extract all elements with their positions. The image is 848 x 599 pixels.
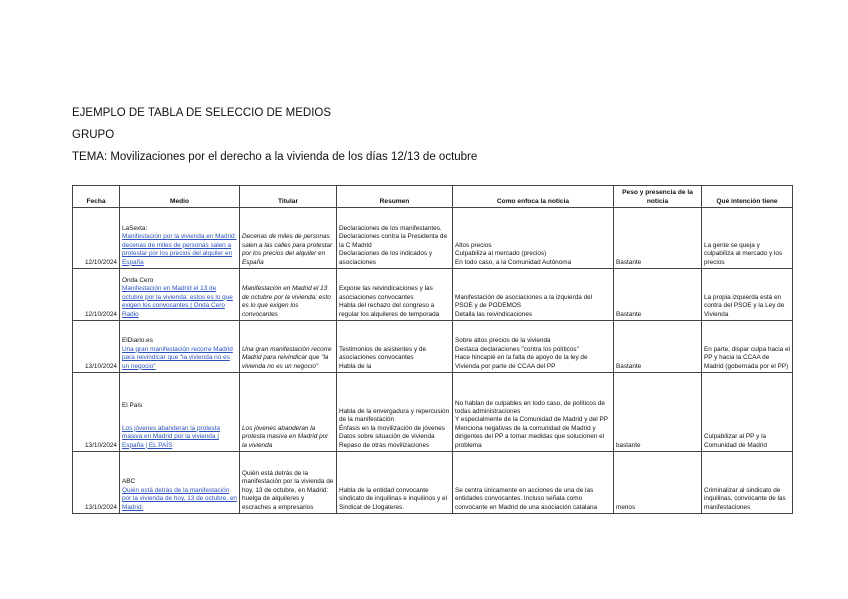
resumen-line: Habla del rechazo del congreso a regular los alquileres de temporada xyxy=(339,302,440,318)
cell-enfoque xyxy=(453,321,614,373)
medio-name: El País xyxy=(122,402,143,410)
media-selection-table xyxy=(72,185,793,514)
enfoque-line: Sobre altos precios de la vivienda xyxy=(455,337,551,345)
enfoque-line: En todo caso, a la Comunidad Autónoma xyxy=(455,258,572,266)
enfoque-line: Altos precios xyxy=(455,241,492,249)
cell-enfoque xyxy=(453,452,614,514)
article-link[interactable]: Manifestación en Madrid el 13 de octubre por la vivienda: estos es lo que exigen los convocantes | Onda Cero Radio xyxy=(122,285,233,318)
cell-resumen xyxy=(337,373,453,452)
document-line-title: EJEMPLO DE TABLA DE SELECCIO DE MEDIOS xyxy=(72,107,332,119)
table-row xyxy=(73,208,793,269)
enfoque-line: Se centra únicamente en acciones de una de las entidades convocantes. Incluso señala como convocante en Madrid de una asociación catalana xyxy=(455,486,598,511)
header-fecha: Fecha xyxy=(73,186,120,208)
cell-fecha: 13/10/2024 xyxy=(73,452,120,514)
enfoque-line: Destaca declaraciones "contra los políticos" xyxy=(455,345,579,353)
cell-intencion: La gente se queja y culpabiliza al mercado y los precios xyxy=(702,208,793,269)
enfoque-line: Hace hincapié en la falta de apoyo de la ley de Vivienda por parte de CCAA del PP xyxy=(455,354,588,370)
medio-name: ElDiario.es xyxy=(122,337,153,345)
enfoque-line: Detalla las reivindicaciones xyxy=(455,310,533,318)
cell-peso: bastante xyxy=(614,373,702,452)
header-enfoque: Como enfoca la noticia xyxy=(453,186,614,208)
table-header-row xyxy=(73,186,793,208)
table-row xyxy=(73,269,793,321)
cell-resumen xyxy=(337,269,453,321)
table-row xyxy=(73,373,793,452)
resumen-line: Declaraciones contra la Presidenta de la C Madrid xyxy=(339,233,447,249)
resumen-line: Habla de la xyxy=(339,362,372,370)
cell-enfoque xyxy=(453,373,614,452)
cell-fecha: 12/10/2024 xyxy=(73,269,120,321)
cell-fecha: 13/10/2024 xyxy=(73,321,120,373)
enfoque-line: Culpabiliza al mercado (precios) xyxy=(455,250,547,258)
cell-medio xyxy=(120,321,240,373)
article-link[interactable]: Los jóvenes abanderan la protesta masiva en Madrid por la vivienda | España | EL PAÍS xyxy=(122,424,221,449)
cell-intencion: En parte, dispar culpa hacia el PP y hacia la CCAA de Madrid (gobernada por el PP) xyxy=(702,321,793,373)
header-peso: Peso y presencia de la noticia xyxy=(614,186,702,208)
medio-name: LaSexta: xyxy=(122,224,148,232)
cell-enfoque xyxy=(453,208,614,269)
cell-titular: Una gran manifestación recorre Madrid para reivindicar que "la vivienda no es un negocio" xyxy=(240,321,337,373)
article-link[interactable]: Quién está detrás de la manifestación por la vivienda de hoy, 13 de octubre, en Madrid: xyxy=(122,486,237,511)
header-medio: Medio xyxy=(120,186,240,208)
enfoque-line: Y especialmente de la Comunidad de Madrid y del PP xyxy=(455,416,608,424)
resumen-line: Declaraciones de los manifestantes. xyxy=(339,224,442,232)
enfoque-line: No hablan de culpables en todo caso, de políticos de todas administraciones xyxy=(455,399,605,415)
cell-intencion: Culpabilizar al PP y la Comunidad de Madrid xyxy=(702,373,793,452)
resumen-line: Habla de la entidad convocante sindicato de inquilinas e inquilinos y el Sindicat de Llogateres. xyxy=(339,486,447,511)
cell-titular: Decenas de miles de personas salen a las calles para protestar por los precios del alquiler en España xyxy=(240,208,337,269)
cell-enfoque xyxy=(453,269,614,321)
header-titular: Titular xyxy=(240,186,337,208)
header-intencion: Qué intención tiene xyxy=(702,186,793,208)
cell-medio xyxy=(120,452,240,514)
cell-titular: Quién está detrás de la manifestación por la vivienda de hoy, 13 de octubre, en Madrid: huelga de alquileres y escraches a empresarios xyxy=(240,452,337,514)
enfoque-line: Menciona negativas de la comunidad de Madrid y dirigentes del PP a tomar medidas que solucionen el problema xyxy=(455,424,605,449)
cell-resumen xyxy=(337,452,453,514)
cell-peso: menos xyxy=(614,452,702,514)
cell-titular: Los jóvenes abanderan la protesta masiva en Madrid por la vivienda xyxy=(240,373,337,452)
header-resumen: Resumen xyxy=(337,186,453,208)
resumen-line: Declaraciones de los indicados y asociaciones xyxy=(339,250,433,266)
cell-titular: Manifestación en Madrid el 13 de octubre por la vivienda: esto es lo que exigen los convocantes xyxy=(240,269,337,321)
medio-name: Onda Cero xyxy=(122,276,154,284)
enfoque-line: Manifestación de asociaciones a la izquierda del PSOE y de PODEMOS xyxy=(455,293,593,310)
resumen-line: Habla de la envergadura y repercusión de la manifestación xyxy=(339,407,450,424)
resumen-line: Expone las reivindicaciones y las asociaciones convocantes xyxy=(339,285,433,301)
document-line-topic: TEMA: Movilizaciones por el derecho a la vivienda de los días 12/13 de octubre xyxy=(72,151,478,163)
cell-intencion: Criminalizar al sindicato de inquilinas, convocante de las manifestaciones xyxy=(702,452,793,514)
cell-peso: Bastante xyxy=(614,321,702,373)
resumen-line: Énfasis en la movilización de jóvenes xyxy=(339,424,445,432)
document-line-group: GRUPO xyxy=(72,129,115,141)
article-link[interactable]: Una gran manifestación recorre Madrid para reivindicar que "la vivienda no es un negocio" xyxy=(122,345,233,370)
cell-medio xyxy=(120,269,240,321)
resumen-line: Testimonios de asistentes y de asociaciones convocantes xyxy=(339,345,427,362)
cell-peso: Bastante xyxy=(614,208,702,269)
cell-resumen xyxy=(337,208,453,269)
article-link[interactable]: Manifestación por la vivienda en Madrid: decenas de miles de personas salen a protestar por los precios del alquiler en España xyxy=(122,233,237,266)
resumen-line: Repaso de otras movilizaciones xyxy=(339,441,430,449)
table-row xyxy=(73,452,793,514)
resumen-line: Datos sobre situación de vivienda xyxy=(339,433,435,441)
table-row xyxy=(73,321,793,373)
cell-intencion: La propia izquierda está en contra del PSOE y la Ley de Vivienda xyxy=(702,269,793,321)
cell-peso: Bastante xyxy=(614,269,702,321)
cell-medio xyxy=(120,208,240,269)
cell-fecha: 12/10/2024 xyxy=(73,208,120,269)
cell-fecha: 13/10/2024 xyxy=(73,373,120,452)
cell-medio xyxy=(120,373,240,452)
cell-resumen xyxy=(337,321,453,373)
medio-name: ABC xyxy=(122,478,136,486)
